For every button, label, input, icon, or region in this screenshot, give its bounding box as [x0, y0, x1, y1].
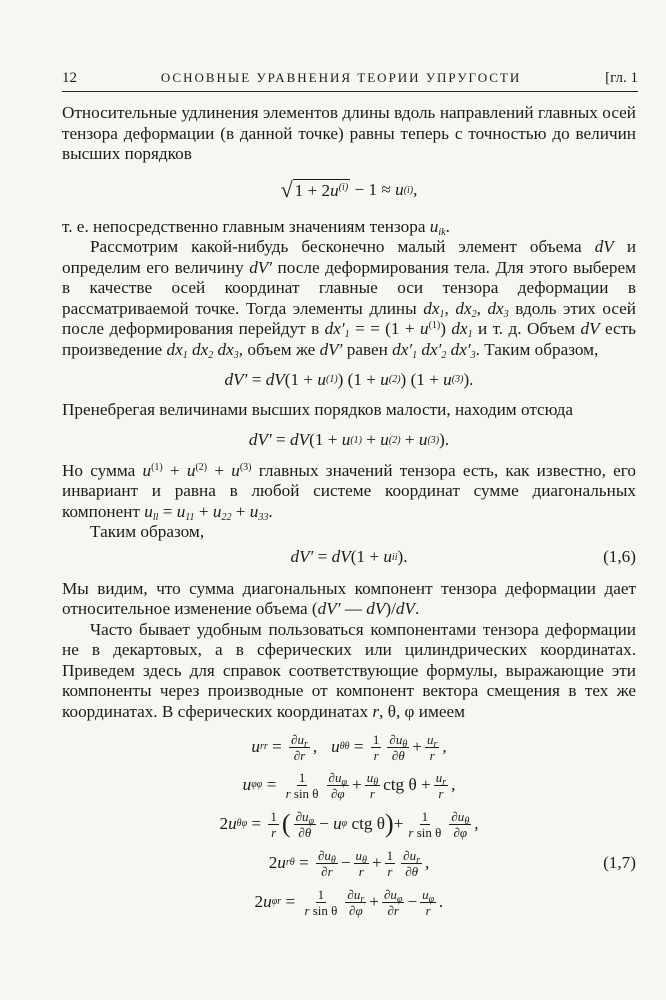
equation-number-1-6: (1,6)	[603, 547, 636, 567]
equation-urr: u rr = $\frac{\partial u_r}{\partial r}$ , u θθ = $\frac{1}{r}$ $\frac{\partial u_\theta}{\partial\theta}$ + $\frac{u_r}{r}$ ,	[251, 731, 447, 763]
running-title: ОСНОВНЫЕ УРАВНЕНИЯ ТЕОРИИ УПРУГОСТИ	[160, 70, 522, 85]
chapter-label: [гл. 1	[605, 70, 638, 86]
paragraph-8: Часто бывает удобным пользоваться компонентами тензора деформации не в декартовых, а в сферических или цилиндрических координатах. Приведем здесь для справок соответствующие формулы, выражающие эти компоненты через производные от компонент вектора смещения в тех же координатах. В сферических координатах r, θ, φ имеем	[62, 619, 636, 721]
equation-uphir: 2 u φr = $\frac{1}{\text{r sin θ}}$ $\frac{\partial u_r}{\partial\varphi}$ + $\frac{\partial u_\varphi}{\partial r}$ − $\frac{u_\varphi}{r}$ .	[254, 886, 444, 918]
paragraph-1: Относительные удлинения элементов длины вдоль направлений главных осей тензора деформации (в данной точке) равны теперь с точностью до величин высших порядков	[62, 103, 636, 163]
paragraph-3: Рассмотрим какой-нибудь бесконечно малый элемент объема dV и определим его величину dV′ после деформирования тела. Для этого выберем в качестве осей координат главные оси тензора деформации в рассматриваемой точке. Тогда элементы длины $dx_1$, $dx_2$, $dx_3$ вдоль этих осей после деформирования перейдут в $dx'_1$ = = $(1 + u^{(1)})$ $dx_1$ и т. д. Объем dV есть произведение $dx_1$ $dx_2$ $dx_3$, объем же dV′ равен $dx'_1$ $dx'_2$ $dx'_3$. Таким образом,	[62, 237, 637, 361]
equation-volume-product: dV′ = dV (1 + u (1) ) (1 + u (2) ) (1 + u (3) ).	[224, 369, 474, 389]
equation-uphiphi: u φφ = $\frac{1}{\text{r sin θ}}$ $\frac{\partial u_\varphi}{\partial\varphi}$ + $\frac{u_\theta}{r}$ ctg θ + $\frac{u_r}{r}$ ,	[242, 769, 456, 801]
main-text	[62, 103, 636, 922]
equation-sqrt: √ $1 + 2u^{(i)}$ − 1 ≈ u (i) ,	[280, 177, 418, 203]
paragraph-6: Таким образом,	[90, 522, 205, 541]
page-header	[62, 70, 638, 92]
equation-1-6: dV′ = dV (1 + u ii ). (1,6)	[290, 547, 636, 567]
equation-uthetaphi: 2 u θφ = $\frac{1}{r}$ ( $\frac{\partial u_\varphi}{\partial\theta}$ − u φ ctg θ ) + $\frac{1}{\text{r sin θ}}$ $\frac{\partial u_\theta}{\partial\varphi}$ ,	[219, 808, 479, 840]
equation-urtheta: 2 u rθ = $\frac{\partial u_\theta}{\partial r}$ − $\frac{u_\theta}{r}$ + $\frac{1}{r}$ $\frac{\partial u_r}{\partial\theta}$ , (1,7)	[268, 847, 636, 879]
page-number: 12	[62, 70, 77, 86]
paragraph-4: Пренебрегая величинами высших порядков малости, находим отсюда	[62, 400, 574, 419]
paragraph-7: Мы видим, что сумма диагональных компонент тензора деформации дает относительное изменение объема (dV′ — dV)/dV.	[62, 578, 636, 618]
paragraph-5: Но сумма $u^{(1)} + u^{(2)} + u^{(3)}$ главных значений тензора есть, как известно, его инвариант и равна в любой системе координат сумме диагональных компонент $u_{ll} = u_{11} + u_{22} + u_{33}$.	[62, 460, 637, 523]
equation-volume-sum: dV′ = dV (1 + u (1) + u (2) + u (3) ).	[248, 430, 450, 450]
equations-1-7	[62, 728, 636, 922]
paragraph-2: т. е. непосредственно главным значениям тензора $u_{ik}$.	[62, 216, 450, 238]
equation-number-1-7: (1,7)	[603, 852, 636, 872]
